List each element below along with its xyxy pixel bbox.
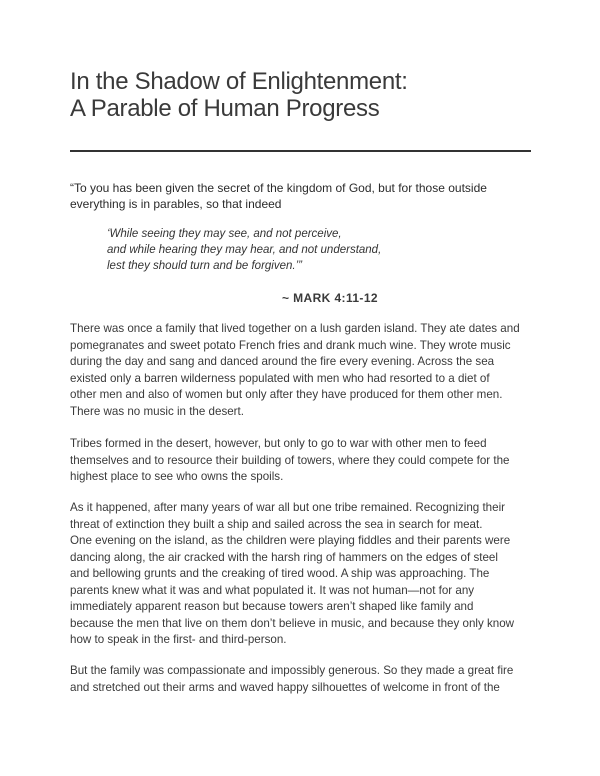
body-paragraph-1: [70, 321, 540, 420]
text-line: and bellowing grunts and the creaking of tired wood. A ship was approaching. The: [70, 567, 490, 580]
text-line: themselves and to resource their building of towers, where they could compete for the: [70, 453, 510, 467]
text-line: how to speak in the first- and third-person.: [70, 633, 287, 646]
scripture-citation: ~ MARK 4:11-12: [282, 291, 378, 305]
title-line: A Parable of Human Progress: [70, 95, 380, 122]
text-line: existed only a barren wilderness populated with men who had resorted to a diet of: [70, 371, 490, 385]
title-line: In the Shadow of Enlightenment:: [70, 68, 408, 95]
document-title: [70, 68, 540, 122]
body-paragraph-4: [70, 663, 540, 696]
text-line: Tribes formed in the desert, however, but only to go to war with other men to feed: [70, 437, 487, 450]
text-line: As it happened, after many years of war all but one tribe remained. Recognizing their: [70, 501, 506, 514]
text-line: dancing along, the air cracked with the harsh ring of hammers on the edges of steel: [70, 550, 498, 564]
text-line: parents knew what it was and what populated it. It was not human—not for any: [70, 583, 475, 597]
text-line: immediately apparent reason but because towers aren’t shaped like family and: [70, 600, 474, 613]
text-line: during the day and sang and danced around the fire every evening. Across the sea: [70, 355, 495, 368]
verse-line: lest they should turn and be forgiven.’”: [107, 260, 302, 272]
title-divider: [70, 150, 531, 152]
verse-quote: [107, 226, 527, 274]
text-line: other men and also of women but only after they have produced for them other men.: [70, 388, 503, 401]
text-line: pomegranates and sweet potato French fries and drank much wine. They wrote music: [70, 338, 511, 352]
text-line: But the family was compassionate and impossibly generous. So they made a great fire: [70, 664, 514, 677]
body-paragraph-3: [70, 500, 540, 649]
verse-line: and while hearing they may hear, and not understand,: [107, 244, 382, 256]
text-line: and stretched out their arms and waved happy silhouettes of welcome in front of the: [70, 680, 500, 694]
text-line: because the men that live on them don’t believe in music, and because they only know: [70, 616, 515, 630]
text-line: highest place to see who owns the spoils.: [70, 470, 284, 483]
body-paragraph-2: [70, 436, 540, 486]
text-line: There was no music in the desert.: [70, 404, 244, 418]
epigraph: “To you has been given the secret of the kingdom of God, but for those outside everything is in parables, so that indeed: [70, 181, 487, 211]
text-line: threat of extinction they built a ship and sailed across the sea in search for meat.: [70, 517, 483, 531]
text-line: One evening on the island, as the children were playing fiddles and their parents were: [70, 534, 511, 547]
text-line: There was once a family that lived together on a lush garden island. They ate dates and: [70, 322, 520, 335]
verse-line: ‘While seeing they may see, and not perceive,: [107, 228, 342, 240]
